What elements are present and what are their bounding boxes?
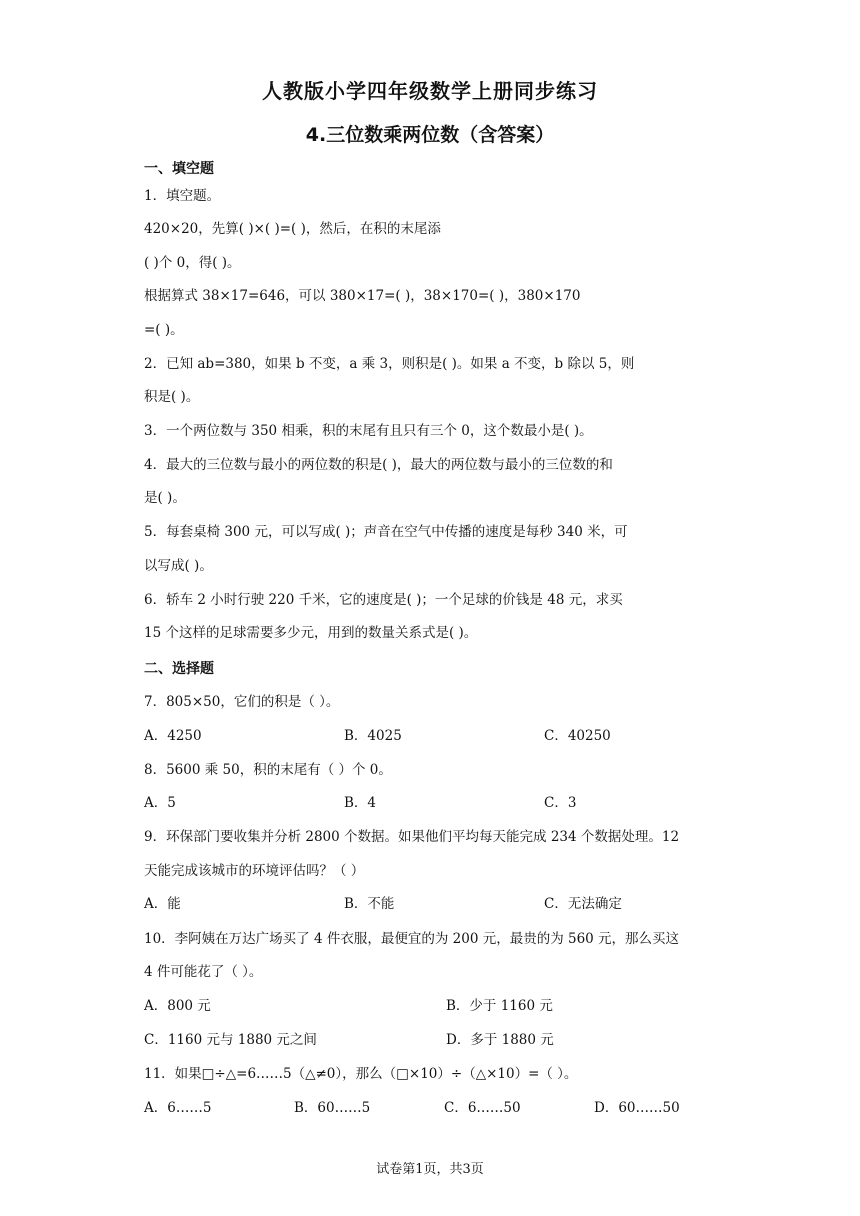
question-5-line: 5．每套桌椅 300 元，可以写成( )；声音在空气中传播的速度是每秒 340 米，可 [144,524,628,540]
question-1-stem: 1．填空题。 [144,188,221,204]
option-a[interactable]: A．5 [144,795,176,811]
question-1-line: 根据算式 38×17=646，可以 380×17=( )，38×170=( )，380×170 [144,288,581,304]
option-a[interactable]: A．6……5 [144,1100,212,1116]
question-1-line: =( )。 [144,322,184,338]
question-6-line: 15 个这样的足球需要多少元，用到的数量关系式是( )。 [144,625,478,641]
question-10-line: 4 件可能花了（ ）。 [144,964,263,980]
option-c[interactable]: C．40250 [544,728,611,744]
option-c[interactable]: C．无法确定 [544,896,622,912]
option-d[interactable]: D．60……50 [594,1100,680,1116]
question-2-line: 积是( )。 [144,389,200,405]
question-4-line: 4．最大的三位数与最小的两位数的积是( )，最大的两位数与最小的三位数的和 [144,457,613,473]
question-9-line: 9．环保部门要收集并分析 2800 个数据。如果他们平均每天能完成 234 个数据处理。12 [144,829,680,845]
page-title: 人教版小学四年级数学上册同步练习 [262,79,598,103]
section-heading-fill: 一、填空题 [144,161,214,177]
option-a[interactable]: A．4250 [144,728,202,744]
option-a[interactable]: A．能 [144,896,181,912]
question-10-line: 10．李阿姨在万达广场买了 4 件衣服，最便宜的为 200 元，最贵的为 560 元，那么买这 [144,931,680,947]
question-9-line: 天能完成该城市的环境评估吗？（ ） [144,863,365,879]
option-b[interactable]: B．少于 1160 元 [446,998,553,1014]
question-1-line: ( )个 0，得( )。 [144,255,241,271]
question-11-stem: 11．如果□÷△=6……5（△≠0），那么（□×10）÷（△×10）=（ ）。 [144,1066,578,1082]
option-c[interactable]: C．6……50 [444,1100,521,1116]
question-6-line: 6．轿车 2 小时行驶 220 千米，它的速度是( )；一个足球的价钱是 48 元，求买 [144,592,623,608]
question-2-line: 2．已知 ab=380，如果 b 不变，a 乘 3，则积是( )。如果 a 不变，b 除以 5，则 [144,356,635,372]
question-8-stem: 8．5600 乘 50，积的末尾有（ ）个 0。 [144,762,392,778]
page-footer: 试卷第1页，共3页 [376,1162,484,1177]
option-b[interactable]: B．4 [344,795,377,811]
option-a[interactable]: A．800 元 [144,998,211,1014]
question-3: 3．一个两位数与 350 相乘，积的末尾有且只有三个 0，这个数最小是( )。 [144,423,593,439]
option-b[interactable]: B．不能 [344,896,395,912]
option-c[interactable]: C．1160 元与 1880 元之间 [144,1032,317,1048]
question-5-line: 以写成( )。 [144,558,213,574]
question-4-line: 是( )。 [144,490,186,506]
option-b[interactable]: B．60……5 [294,1100,371,1116]
option-d[interactable]: D．多于 1880 元 [446,1032,554,1048]
option-c[interactable]: C．3 [544,795,577,811]
page-subtitle: 4.三位数乘两位数（含答案） [305,124,555,146]
option-b[interactable]: B．4025 [344,728,402,744]
section-heading-choice: 二、选择题 [144,661,214,677]
question-1-line: 420×20，先算( )×( )=( )，然后，在积的末尾添 [144,221,441,237]
question-7-stem: 7．805×50，它们的积是（ ）。 [144,694,340,710]
